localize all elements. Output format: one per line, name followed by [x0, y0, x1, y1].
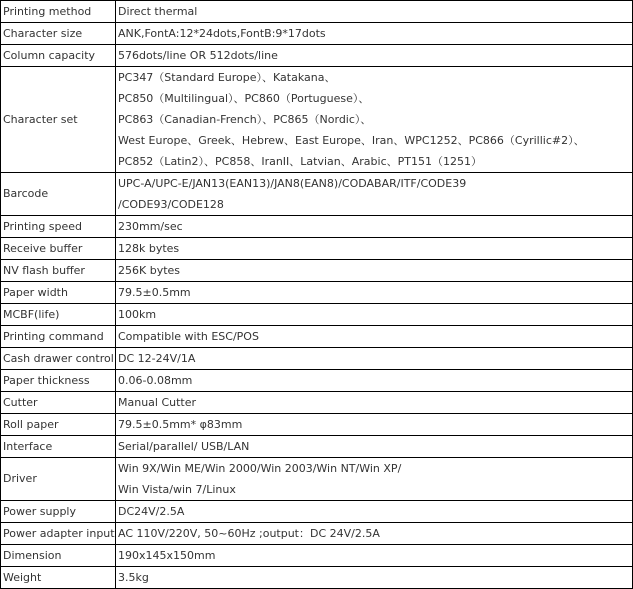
spec-label: Printing method [1, 1, 116, 23]
spec-value-line: 576dots/line OR 512dots/line [118, 49, 278, 62]
spec-value [116, 260, 633, 282]
spec-value [116, 545, 633, 567]
table-row [1, 260, 633, 282]
spec-label: Printing speed [1, 216, 116, 238]
spec-value [116, 348, 633, 370]
table-row [1, 238, 633, 260]
spec-label: Cutter [1, 392, 116, 414]
spec-label: NV flash buffer [1, 260, 116, 282]
spec-value-line: 256K bytes [118, 264, 181, 277]
table-row [1, 501, 633, 523]
spec-value-line: Serial/parallel/ USB/LAN [118, 440, 250, 453]
spec-label: MCBF(life) [1, 304, 116, 326]
spec-label: Driver [1, 458, 116, 501]
spec-value-line: 190x145x150mm [118, 549, 216, 562]
spec-value-line: PC863（Canadian-French）、PC865（Nordic）、 [118, 113, 372, 126]
spec-value-line: 0.06-0.08mm [118, 374, 193, 387]
table-row [1, 348, 633, 370]
spec-value [116, 45, 633, 67]
spec-value [116, 523, 633, 545]
table-row [1, 545, 633, 567]
spec-value [116, 501, 633, 523]
spec-value-line: Win 9X/Win ME/Win 2000/Win 2003/Win NT/Win XP/ [118, 462, 402, 475]
spec-value-line: 79.5±0.5mm* φ83mm [118, 418, 243, 431]
spec-value [116, 1, 633, 23]
spec-value-line: /CODE93/CODE128 [118, 198, 224, 211]
spec-value-line: 3.5kg [118, 571, 149, 584]
spec-value-line: 230mm/sec [118, 220, 183, 233]
spec-value-line: ANK,FontA:12*24dots,FontB:9*17dots [118, 27, 326, 40]
spec-value [116, 567, 633, 589]
spec-value-line: PC347（Standard Europe）、Katakana、 [118, 71, 336, 84]
spec-value [116, 216, 633, 238]
spec-value-line: PC850（Multilingual）、PC860（Portuguese）、 [118, 92, 370, 105]
table-row [1, 458, 633, 501]
spec-label: Interface [1, 436, 116, 458]
spec-value-line: Compatible with ESC/POS [118, 330, 259, 343]
spec-label: Character set [1, 67, 116, 173]
spec-label: Printing command [1, 326, 116, 348]
spec-label: Column capacity [1, 45, 116, 67]
table-row [1, 216, 633, 238]
spec-value [116, 370, 633, 392]
spec-label: Cash drawer control [1, 348, 116, 370]
spec-value-line: Direct thermal [118, 5, 198, 18]
table-row [1, 414, 633, 436]
table-row [1, 23, 633, 45]
table-row [1, 436, 633, 458]
spec-value [116, 436, 633, 458]
spec-value [116, 304, 633, 326]
spec-value [116, 238, 633, 260]
spec-value-line: DC 12-24V/1A [118, 352, 196, 365]
spec-label: Paper width [1, 282, 116, 304]
table-row [1, 523, 633, 545]
spec-label: Character size [1, 23, 116, 45]
table-row [1, 392, 633, 414]
spec-label: Receive buffer [1, 238, 116, 260]
spec-value [116, 458, 633, 501]
table-row [1, 326, 633, 348]
spec-value [116, 67, 633, 173]
spec-value-line: UPC-A/UPC-E/JAN13(EAN13)/JAN8(EAN8)/CODABAR/ITF/CODE39 [118, 177, 467, 190]
spec-label: Power supply [1, 501, 116, 523]
spec-label: Weight [1, 567, 116, 589]
table-row [1, 173, 633, 216]
table-row [1, 1, 633, 23]
spec-value-line: Win Vista/win 7/Linux [118, 483, 236, 496]
table-row [1, 45, 633, 67]
spec-value [116, 414, 633, 436]
table-row [1, 282, 633, 304]
spec-table-body [1, 1, 633, 589]
spec-value [116, 392, 633, 414]
spec-label: Power adapter input [1, 523, 116, 545]
spec-value-line: 128k bytes [118, 242, 180, 255]
table-row [1, 304, 633, 326]
spec-value-line: West Europe、Greek、Hebrew、East Europe、Iran、WPC1252、PC866（Cyrillic#2）、 [118, 134, 585, 147]
table-row [1, 370, 633, 392]
spec-value [116, 173, 633, 216]
spec-label: Dimension [1, 545, 116, 567]
spec-value [116, 326, 633, 348]
spec-value-line: 100km [118, 308, 157, 321]
spec-value-line: Manual Cutter [118, 396, 197, 409]
spec-value-line: AC 110V/220V, 50~60Hz ;output：DC 24V/2.5A [118, 527, 380, 540]
spec-value-line: DC24V/2.5A [118, 505, 185, 518]
table-row [1, 67, 633, 173]
spec-label: Roll paper [1, 414, 116, 436]
spec-label: Barcode [1, 173, 116, 216]
table-row [1, 567, 633, 589]
spec-value-line: 79.5±0.5mm [118, 286, 191, 299]
spec-value-line: PC852（Latin2）、PC858、IranII、Latvian、Arabic、PT151（1251） [118, 155, 482, 168]
spec-value [116, 282, 633, 304]
spec-value [116, 23, 633, 45]
spec-label: Paper thickness [1, 370, 116, 392]
